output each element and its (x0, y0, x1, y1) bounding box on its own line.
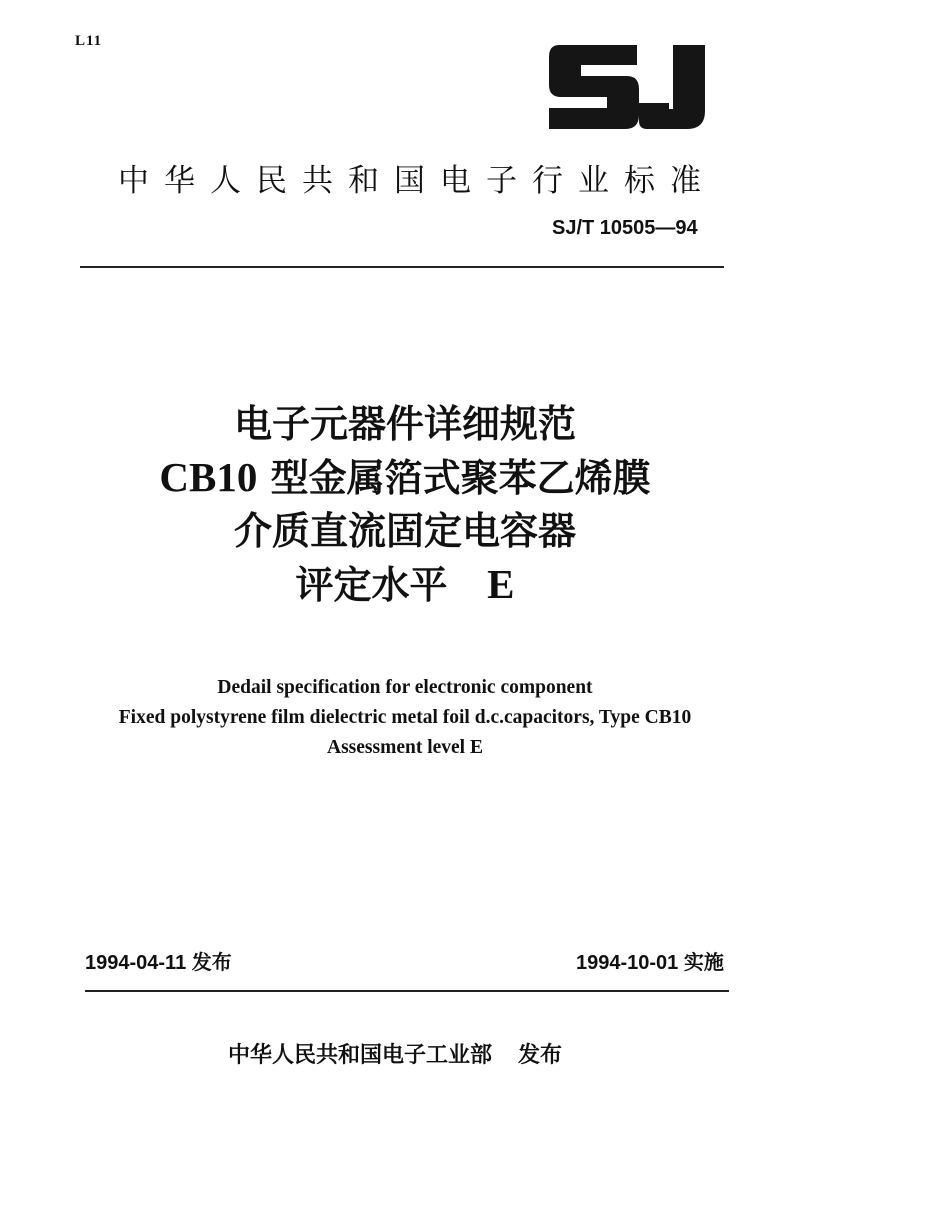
issue-label: 发布 (191, 950, 232, 974)
chinese-title (0, 398, 810, 612)
english-title-line-3: Assessment level E (327, 737, 483, 758)
chinese-title-line-1: 电子元器件详细规范 (233, 402, 576, 446)
implementation-date: 1994-10-01 (576, 952, 679, 974)
header-divider (80, 266, 724, 268)
implementation-date-block (576, 946, 724, 975)
publisher-block (228, 1038, 562, 1069)
chinese-title-line-3: 介质直流固定电容器 (233, 509, 576, 553)
chinese-title-line-2-text: 型金属箔式聚苯乙烯膜 (270, 456, 651, 500)
chinese-title-line-4 (0, 558, 810, 612)
assessment-level-letter: E (487, 561, 515, 607)
issue-date-block (85, 946, 232, 975)
publish-label: 发布 (518, 1043, 563, 1068)
standard-number: SJ/T 10505—94 (552, 217, 698, 239)
english-title (0, 673, 810, 763)
implementation-label: 实施 (683, 950, 724, 974)
type-code: CB10 (159, 454, 258, 500)
english-title-line-1: Dedail specification for electronic component (217, 677, 593, 698)
assessment-level-label: 评定水平 (295, 563, 448, 607)
sj-logo (547, 45, 707, 129)
english-title-line-2: Fixed polystyrene film dielectric metal foil d.c.capacitors, Type CB10 (118, 707, 692, 728)
footer-divider (85, 990, 729, 992)
classification-code: L11 (75, 33, 103, 49)
issue-date: 1994-04-11 (85, 952, 187, 974)
standard-organization: 中华人民共和国电子行业标准 (118, 163, 716, 199)
chinese-title-line-2 (0, 451, 810, 505)
publisher-name: 中华人民共和国电子工业部 (228, 1043, 493, 1068)
